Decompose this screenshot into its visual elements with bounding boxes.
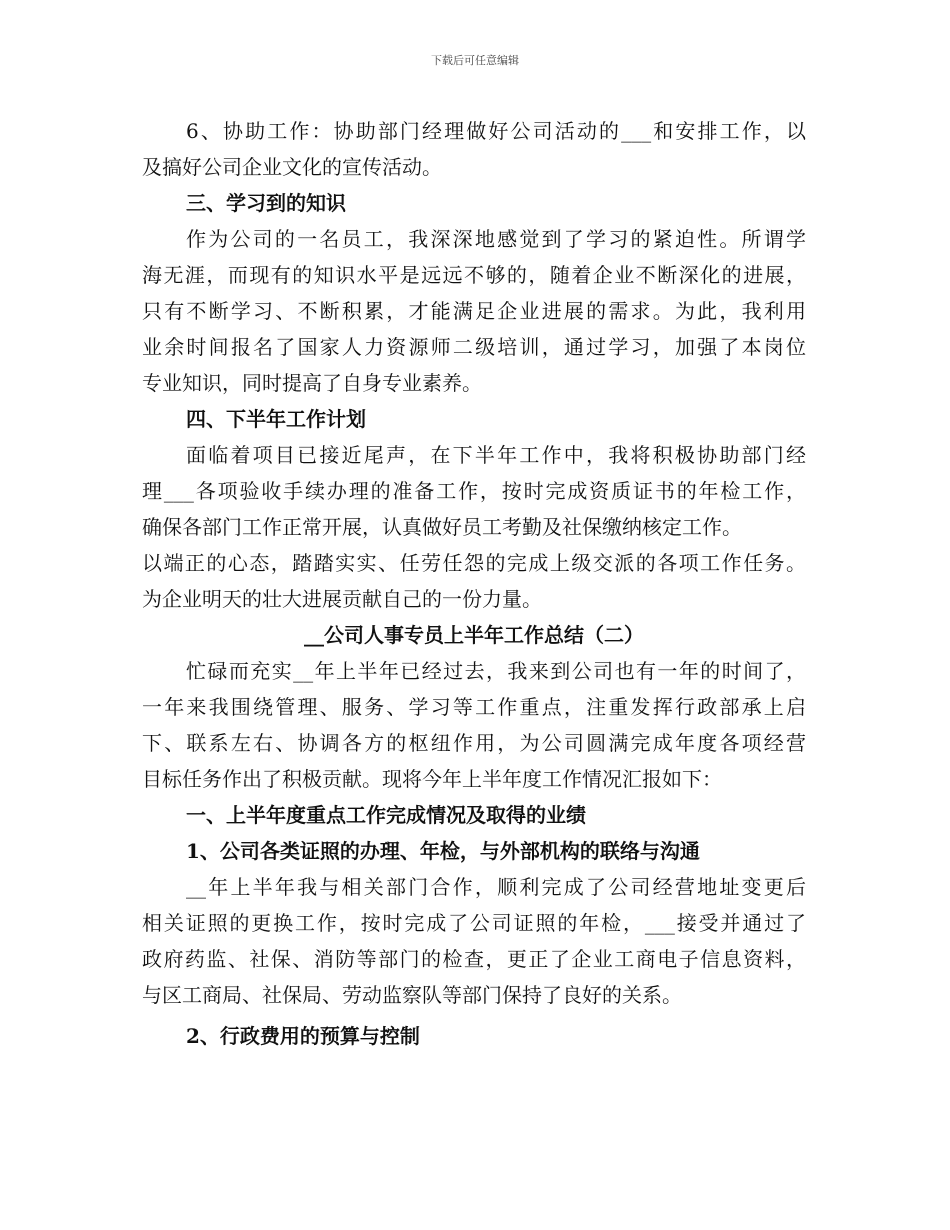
text-line: 目标任务作出了积极贡献。现将今年上半年度工作情况汇报如下： (142, 767, 722, 791)
text-line: 面临着项目已接近尾声，在下半年工作中，我将积极协助部门经 (186, 443, 806, 467)
text-line: 四、下半年工作计划 (186, 407, 366, 431)
text-line: 为企业明天的壮大进展贡献自己的一份力量。 (142, 587, 542, 611)
text-line: 海无涯，而现有的知识水平是远远不够的，随着企业不断深化的进展， (142, 263, 806, 287)
text-line: __公司人事专员上半年工作总结（二） (304, 623, 644, 647)
text-line: 只有不断学习、不断积累，才能满足企业进展的需求。为此，我利用 (142, 299, 806, 323)
text-line: 相关证照的更换工作，按时完成了公司证照的年检，___接受并通过了 (142, 911, 806, 935)
text-line: 作为公司的一名员工，我深深地感觉到了学习的紧迫性。所谓学 (186, 227, 806, 251)
text-line: 政府药监、社保、消防等部门的检查，更正了企业工商电子信息资料， (142, 947, 806, 971)
text-line: 专业知识，同时提高了自身专业素养。 (142, 371, 482, 395)
text-line: 业余时间报名了国家人力资源师二级培训，通过学习，加强了本岗位 (142, 335, 806, 359)
text-line: 以端正的心态，踏踏实实、任劳任怨的完成上级交派的各项工作任务。 (142, 551, 806, 575)
text-line: 一年来我围绕管理、服务、学习等工作重点，注重发挥行政部承上启 (142, 695, 806, 719)
text-line: 三、学习到的知识 (186, 191, 346, 215)
document-body (142, 113, 806, 1054)
text-line: 2、行政费用的预算与控制 (186, 1024, 420, 1048)
text-line: 理___各项验收手续办理的准备工作，按时完成资质证书的年检工作， (142, 479, 806, 503)
text-line: __年上半年我与相关部门合作，顺利完成了公司经营地址变更后 (186, 875, 806, 899)
text-line: 下、联系左右、协调各方的枢纽作用，为公司圆满完成年度各项经营 (142, 731, 806, 755)
text-line: 忙碌而充实__年上半年已经过去，我来到公司也有一年的时间了， (186, 659, 806, 683)
page-header: 下载后可任意编辑 (431, 54, 519, 67)
text-line: 与区工商局、社保局、劳动监察队等部门保持了良好的关系。 (142, 983, 682, 1007)
text-line: 1、公司各类证照的办理、年检，与外部机构的联络与沟通 (186, 839, 700, 863)
text-line: 一、上半年度重点工作完成情况及取得的业绩 (186, 803, 586, 827)
text-line: 6、协助工作：协助部门经理做好公司活动的___和安排工作，以 (186, 119, 806, 143)
text-line: 确保各部门工作正常开展，认真做好员工考勤及社保缴纳核定工作。 (142, 515, 742, 539)
text-line: 及搞好公司企业文化的宣传活动。 (142, 155, 442, 179)
